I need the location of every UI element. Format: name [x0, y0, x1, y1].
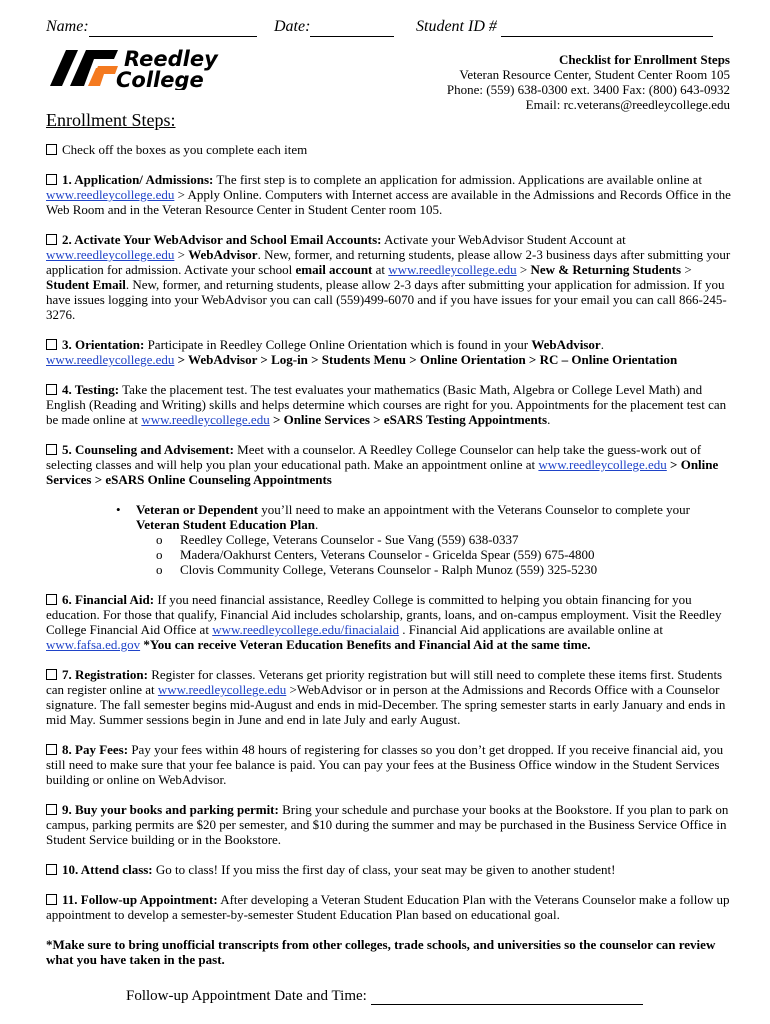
- step-2-text-5: >: [516, 262, 531, 277]
- step-4-path: > Online Services > eSARS Testing Appointments: [269, 412, 548, 427]
- bullet-marker: •: [116, 502, 121, 517]
- name-label: Name:: [46, 18, 89, 35]
- step-3-checkbox[interactable]: [46, 339, 57, 350]
- contact-email: Email: rc.veterans@reedleycollege.edu: [525, 97, 730, 112]
- veteran-dependent: Veteran or Dependent: [136, 502, 259, 517]
- step-10-text: Go to class! If you miss the first day of class, your seat may be given to another student!: [152, 862, 616, 877]
- form-header: [46, 14, 730, 36]
- step-6-text: If you need financial assistance, Reedley College is committed to helping you obtain financing for you education. For those that qualify, Financial Aid includes scholarship, grants, loans, and on-campus employment. Visit the Reedley College Financial Aid Office at: [46, 592, 722, 637]
- step-5-path: > Online Services > eSARS Online Counseling Appointments: [46, 457, 719, 487]
- step-5-checkbox[interactable]: [46, 444, 57, 455]
- step-3-text: Participate in Reedley College Online Orientation which is found in your: [144, 337, 532, 352]
- step-6-link[interactable]: www.reedleycollege.edu/finacialaid: [212, 622, 400, 637]
- step-8-title: 8. Pay Fees:: [62, 742, 129, 757]
- step-3: [46, 337, 732, 367]
- step-6-text-2: . Financial Aid applications are available online at: [399, 622, 663, 637]
- step-3-webadvisor: WebAdvisor: [531, 337, 601, 352]
- step-2-text-2: >: [174, 247, 189, 262]
- step-4-checkbox[interactable]: [46, 384, 57, 395]
- checkbox[interactable]: [46, 144, 57, 155]
- step-8-text: Pay your fees within 48 hours of registering for classes so you don’t get dropped. If you receive financial aid, you still need to make sure that your fee balance is paid. You can pay your fees at the Business Office window in the Student Services building or online on WebAdvisor.: [46, 742, 724, 787]
- step-2-link[interactable]: www.reedleycollege.edu: [46, 247, 175, 262]
- sub-marker: o: [156, 562, 163, 577]
- step-3-title: 3. Orientation:: [62, 337, 145, 352]
- sub-marker: o: [156, 532, 163, 547]
- intro-line: [46, 142, 732, 157]
- step-5-link[interactable]: www.reedleycollege.edu: [538, 457, 667, 472]
- counselor-madera: Madera/Oakhurst Centers, Veterans Counselor - Gricelda Spear (559) 675-4800: [180, 547, 595, 562]
- contact-block: [447, 52, 730, 112]
- counselor-reedley: Reedley College, Veterans Counselor - Sue Vang (559) 638-0337: [180, 532, 519, 547]
- step-9-checkbox[interactable]: [46, 804, 57, 815]
- step-2-student-email: Student Email: [46, 277, 126, 292]
- step-10-title: 10. Attend class:: [62, 862, 153, 877]
- step-1-link[interactable]: www.reedleycollege.edu: [46, 187, 175, 202]
- step-3-link[interactable]: www.reedleycollege.edu: [46, 352, 175, 367]
- step-4-text-2: .: [547, 412, 551, 427]
- date-blank[interactable]: [310, 22, 394, 37]
- step-2-checkbox[interactable]: [46, 234, 57, 245]
- step-6-title: 6. Financial Aid:: [62, 592, 155, 607]
- step-1-title: 1. Application/ Admissions:: [62, 172, 214, 187]
- name-field[interactable]: [46, 18, 89, 36]
- step-10: [46, 862, 732, 877]
- step-2-email-account: email account: [295, 262, 373, 277]
- step-1-checkbox[interactable]: [46, 174, 57, 185]
- step-8-checkbox[interactable]: [46, 744, 57, 755]
- date-field[interactable]: [274, 18, 310, 36]
- enrollment-steps-heading: Enrollment Steps:: [46, 110, 176, 130]
- step-2-text-6: >: [681, 262, 692, 277]
- step-4: [46, 382, 732, 427]
- counselor-item: [156, 562, 732, 577]
- fafsa-link[interactable]: www.fafsa.ed.gov: [46, 637, 141, 652]
- step-7: [46, 667, 732, 727]
- step-2-text-3: . New, former, and returning students, please allow 2-3 business days after submitting your application for admission. Activate your school: [46, 247, 731, 277]
- logo-line2: College: [116, 68, 204, 90]
- veteran-text: you’ll need to make an appointment with the Veterans Counselor to complete your: [258, 502, 690, 517]
- step-2-text-4: at: [372, 262, 389, 277]
- step-2: [46, 232, 732, 322]
- step-6: [46, 592, 732, 652]
- counselor-list: [136, 532, 732, 577]
- student-id-field[interactable]: [416, 18, 497, 36]
- counselor-item: [156, 532, 732, 547]
- step-2-title: 2. Activate Your WebAdvisor and School Email Accounts:: [62, 232, 382, 247]
- checklist-title: Checklist for Enrollment Steps: [558, 52, 730, 67]
- step-9-title: 9. Buy your books and parking permit:: [62, 802, 279, 817]
- steps-body: [46, 142, 732, 982]
- step-2-link-2[interactable]: www.reedleycollege.edu: [388, 262, 517, 277]
- followup-blank[interactable]: [371, 990, 643, 1005]
- step-1-text-2: > Apply Online. Computers with Internet access are available in the Admissions and Records Office in the Web Room and in the Veteran Resource Center in Student Center room 105.: [46, 187, 731, 217]
- followup-label: Follow-up Appointment Date and Time:: [126, 988, 367, 1004]
- step-1-text: The first step is to complete an application for admission. Applications are available online at: [213, 172, 702, 187]
- step-10-checkbox[interactable]: [46, 864, 57, 875]
- step-8: [46, 742, 732, 787]
- veteran-text-2: .: [315, 517, 319, 532]
- step-11-checkbox[interactable]: [46, 894, 57, 905]
- sub-marker: o: [156, 547, 163, 562]
- step-6-checkbox[interactable]: [46, 594, 57, 605]
- step-5-text: Meet with a counselor. A Reedley College Counselor can help take the guess-work out of selecting classes and will help you plan your educational path. Make an appointment online at: [46, 442, 702, 472]
- step-7-link[interactable]: www.reedleycollege.edu: [157, 682, 287, 697]
- step-2-text: Activate your WebAdvisor Student Account at: [381, 232, 626, 247]
- counselor-clovis: Clovis Community College, Veterans Counselor - Ralph Munoz (559) 325-5230: [180, 562, 598, 577]
- step-1: [46, 172, 732, 217]
- step-7-checkbox[interactable]: [46, 669, 57, 680]
- step-4-title: 4. Testing:: [62, 382, 120, 397]
- veteran-bullet: [46, 502, 732, 577]
- contact-phone: Phone: (559) 638-0300 ext. 3400 Fax: (800) 643-0932: [446, 82, 730, 97]
- step-3-path: > WebAdvisor > Log-in > Students Menu > Online Orientation > RC – Online Orientation: [174, 352, 678, 367]
- step-5-title: 5. Counseling and Advisement:: [62, 442, 234, 457]
- name-blank[interactable]: [89, 22, 257, 37]
- counselor-item: [156, 547, 732, 562]
- logo-line1: Reedley: [124, 47, 218, 71]
- step-2-webadvisor: WebAdvisor: [188, 247, 258, 262]
- step-9: [46, 802, 732, 847]
- step-4-text: Take the placement test. The test evaluates your mathematics (Basic Math, Algebra or College Level Math) and English (Reading and Writing) skills and helps determine which courses are right for you. Appointments for the placement test can be made online at: [46, 382, 727, 427]
- followup-field[interactable]: [126, 988, 643, 1005]
- step-4-link[interactable]: www.reedleycollege.edu: [141, 412, 270, 427]
- step-6-note: *You can receive Veteran Education Benefits and Financial Aid at the same time.: [140, 637, 591, 652]
- transcript-note: *Make sure to bring unofficial transcripts from other colleges, trade schools, and universities so the counselor can review what you have taken in the past.: [46, 937, 716, 967]
- reedley-college-logo: [44, 46, 264, 90]
- step-2-new-returning: New & Returning Students: [530, 262, 682, 277]
- step-7-title: 7. Registration:: [62, 667, 148, 682]
- step-11-text: After developing a Veteran Student Education Plan with the Veterans Counselor make a follow up appointment to develop a semester-by-semester Student Education Plan based on educational goal.: [46, 892, 730, 922]
- step-7-text-2: >WebAdvisor or in person at the Admissions and Records Office with a Counselor signature. The fall semester begins mid-August and ends in mid-December. The spring semester starts in early January and ends in mid May. Summer sessions begin in June and end in late July and early August.: [46, 682, 726, 727]
- step-7-text: Register for classes. Veterans get priority registration but will still need to complete these items first. Students can register online at: [46, 667, 723, 697]
- student-id-blank[interactable]: [501, 22, 713, 37]
- step-11-title: 11. Follow-up Appointment:: [62, 892, 218, 907]
- step-2-text-7: . New, former, and returning students, please allow 2-3 days after submitting your application for admission. If you have issues logging into your WebAdvisor you can call (559)499-6070 and if you have issues for your email you can call 866-245-3276.: [46, 277, 727, 322]
- veteran-education-plan: Veteran Student Education Plan: [136, 517, 316, 532]
- date-label: Date:: [274, 18, 311, 35]
- step-11: [46, 892, 732, 922]
- student-id-label: Student ID #: [416, 18, 497, 35]
- step-3-text-2: .: [600, 337, 604, 352]
- step-5: [46, 442, 732, 487]
- contact-location: Veteran Resource Center, Student Center Room 105: [459, 67, 730, 82]
- intro-text: Check off the boxes as you complete each item: [62, 142, 308, 157]
- step-9-text: Bring your schedule and purchase your books at the Bookstore. If you plan to park on campus, parking permits are $20 per semester, and $10 during the summer and may be purchased in the Business Service Office in Student Service building or in the Bookstore.: [46, 802, 729, 847]
